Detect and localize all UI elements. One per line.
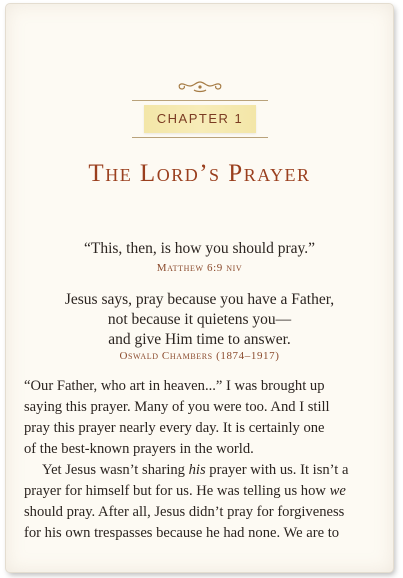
text-line: of the best-known prayers in the world.	[24, 441, 254, 457]
epigraph-quote-2	[6, 290, 393, 350]
chapter-rule-top	[132, 100, 268, 101]
paragraph	[24, 460, 364, 544]
epigraph-line: not because it quietens you—	[107, 311, 292, 328]
chapter-label: CHAPTER 1	[156, 111, 244, 126]
text-line: “Our Father, who art in heaven...” I was brought up	[24, 378, 325, 394]
text-line	[24, 481, 364, 502]
paragraph	[24, 376, 364, 460]
body-text	[24, 376, 364, 544]
text-run: prayer for himself but for us. He was telling us how	[24, 483, 330, 499]
epigraph-line: Jesus says, pray because you have a Father,	[64, 291, 335, 308]
emphasis: his	[188, 462, 206, 478]
text-run: Yet Jesus wasn’t sharing	[42, 462, 189, 478]
chapter-rule-bottom	[132, 137, 268, 138]
text-line: saying this prayer. Many of you were too. And I still	[24, 399, 330, 415]
book-page	[6, 4, 393, 572]
ornament-icon	[174, 80, 226, 94]
text-line	[24, 460, 364, 481]
text-line: should pray. After all, Jesus didn’t pray for forgiveness	[24, 504, 345, 520]
epigraph-attribution: Matthew 6:9 niv	[156, 262, 243, 274]
text-run: prayer with us. It isn’t a	[205, 462, 349, 478]
chapter-title: The Lord’s Prayer	[88, 160, 311, 187]
epigraph-quote: “This, then, is how you should pray.”	[83, 240, 316, 257]
epigraph-line: and give Him time to answer.	[108, 331, 291, 348]
text-line: pray this prayer nearly every day. It is certainly one	[24, 420, 325, 436]
text-line: for his own trespasses because he had none. We are to	[24, 525, 340, 541]
emphasis: we	[329, 483, 346, 499]
epigraph-attribution-2: Oswald Chambers (1874–1917)	[119, 350, 280, 362]
